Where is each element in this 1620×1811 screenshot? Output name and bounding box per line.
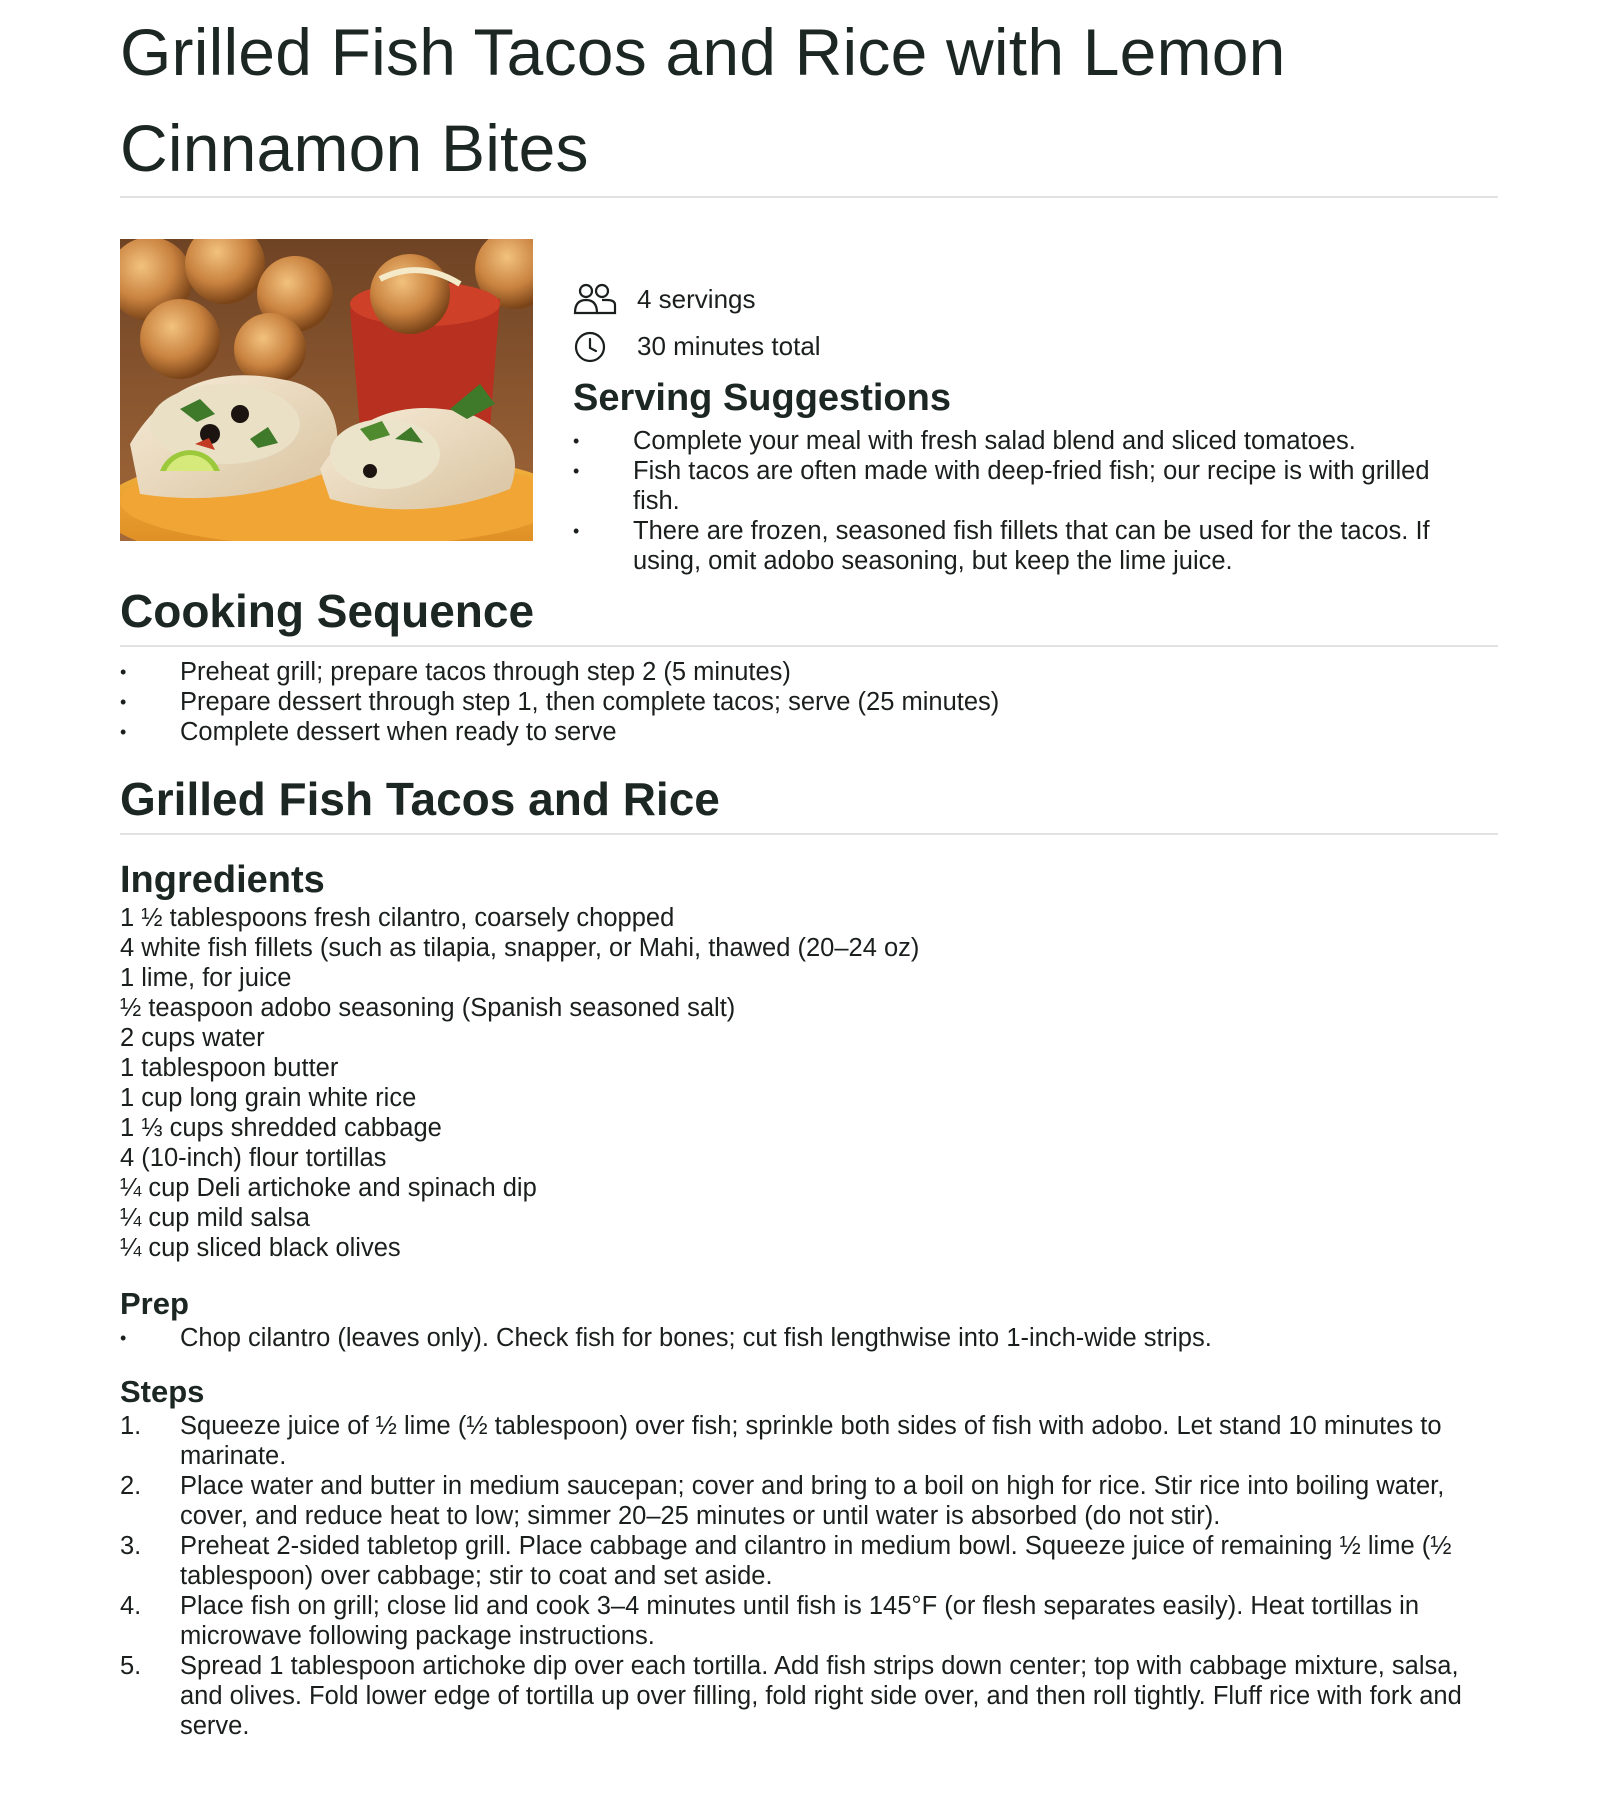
ingredient-item: 1 tablespoon butter: [120, 1054, 339, 1082]
time-text: 30 minutes total: [637, 331, 821, 361]
step-text: Place fish on grill; close lid and cook 3–4 minutes until fish is 145°F (or flesh separates easily). Heat tortillas in microwave following package instructions.: [180, 1592, 1420, 1650]
step-number: 3.: [120, 1532, 142, 1560]
steps-heading: Steps: [120, 1374, 205, 1409]
people-icon: [573, 280, 617, 320]
ingredient-item: 4 (10-inch) flour tortillas: [120, 1144, 387, 1172]
page-title: Grilled Fish Tacos and Rice with Lemon Cinnamon Bites: [120, 15, 1286, 185]
list-item: • Complete dessert when ready to serve: [120, 717, 1498, 747]
list-item: • Fish tacos are often made with deep-fried fish; our recipe is with grilled fish.: [573, 456, 1473, 516]
step-number: 1.: [120, 1412, 142, 1440]
time-row: [573, 323, 1473, 370]
ingredient-item: 1 lime, for juice: [120, 964, 292, 992]
ingredient-item: 1 cup long grain white rice: [120, 1084, 417, 1112]
prep-heading: Prep: [120, 1286, 189, 1321]
ingredient-item: ½ teaspoon adobo seasoning (Spanish seasoned salt): [120, 994, 736, 1022]
ingredient-item: 4 white fish fillets (such as tilapia, snapper, or Mahi, thawed (20–24 oz): [120, 934, 920, 962]
cooking-sequence-heading: Cooking Sequence: [120, 585, 535, 637]
servings-row: [573, 276, 1473, 323]
ingredient-item: ¼ cup mild salsa: [120, 1204, 310, 1232]
food-photo: [120, 239, 533, 541]
step-text: Place water and butter in medium saucepan; cover and bring to a boil on high for rice. Stir rice into boiling water, cover, and reduce heat to low; simmer 20–25 minutes or until water is absorbed (do not stir).: [180, 1472, 1445, 1530]
ingredient-item: 1 ½ tablespoons fresh cilantro, coarsely chopped: [120, 904, 675, 932]
serving-suggestions-heading: Serving Suggestions: [573, 377, 951, 419]
list-item: • Chop cilantro (leaves only). Check fish for bones; cut fish lengthwise into 1-inch-wide strips.: [120, 1323, 1498, 1353]
step-item: [120, 1411, 1498, 1471]
serving-suggestions-list: [573, 426, 1473, 576]
step-item: [120, 1651, 1498, 1741]
step-text: Spread 1 tablespoon artichoke dip over each tortilla. Add fish strips down center; top with cabbage mixture, salsa, and olives. Fold lower edge of tortilla up over filling, fold right side over, and then roll tightly. Fluff rice with fork and serve.: [180, 1652, 1462, 1740]
ingredients-heading: Ingredients: [120, 859, 325, 901]
clock-icon: [573, 327, 617, 367]
prep-list: [120, 1323, 1498, 1353]
recipe-header: [120, 198, 1498, 583]
step-number: 4.: [120, 1592, 142, 1620]
section-divider: [120, 645, 1498, 647]
ingredient-item: 2 cups water: [120, 1024, 265, 1052]
servings-text: 4 servings: [637, 284, 756, 314]
step-item: [120, 1531, 1498, 1591]
list-item: • Preheat grill; prepare tacos through step 2 (5 minutes): [120, 657, 1498, 687]
recipe-info: [573, 276, 1473, 576]
ingredient-item: 1 ⅓ cups shredded cabbage: [120, 1114, 442, 1142]
ingredients-list: [120, 903, 1498, 1263]
list-item: • There are frozen, seasoned fish fillets that can be used for the tacos. If using, omit adobo seasoning, but keep the lime juice.: [573, 516, 1473, 576]
step-number: 2.: [120, 1472, 142, 1500]
recipe-page: [120, 0, 1498, 1741]
step-text: Preheat 2-sided tabletop grill. Place cabbage and cilantro in medium bowl. Squeeze juice of remaining ½ lime (½ tablespoon) over cabbage; stir to coat and set aside.: [180, 1532, 1452, 1590]
recipe-heading: Grilled Fish Tacos and Rice: [120, 773, 720, 825]
step-item: [120, 1591, 1498, 1651]
cooking-sequence-list: [120, 657, 1498, 747]
ingredient-item: ¼ cup Deli artichoke and spinach dip: [120, 1174, 537, 1202]
list-item: • Complete your meal with fresh salad blend and sliced tomatoes.: [573, 426, 1473, 456]
step-number: 5.: [120, 1652, 142, 1680]
section-divider: [120, 833, 1498, 835]
step-text: Squeeze juice of ½ lime (½ tablespoon) over fish; sprinkle both sides of fish with adobo. Let stand 10 minutes to marinate.: [180, 1412, 1442, 1470]
steps-list: [120, 1411, 1498, 1741]
step-item: [120, 1471, 1498, 1531]
list-item: • Prepare dessert through step 1, then complete tacos; serve (25 minutes): [120, 687, 1498, 717]
ingredient-item: ¼ cup sliced black olives: [120, 1234, 401, 1262]
